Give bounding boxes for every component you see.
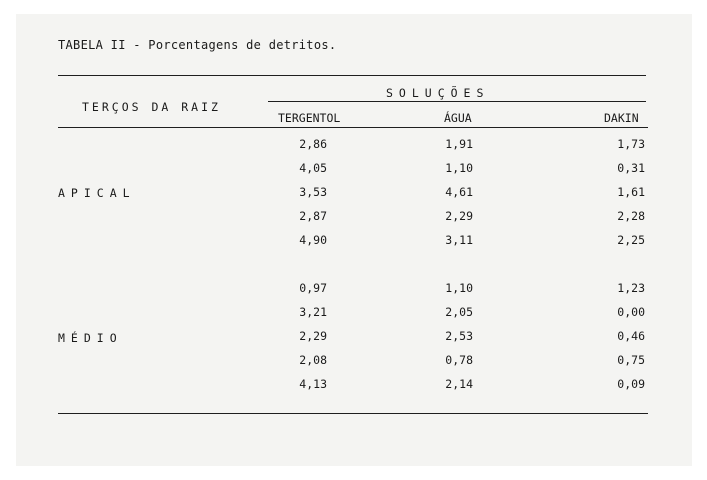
cell: 0,78	[445, 353, 473, 367]
cell: 1,91	[445, 137, 473, 151]
cell: 0,09	[617, 377, 645, 391]
group-label-medio: MÉDIO	[58, 331, 123, 345]
column-header-agua: ÁGUA	[444, 111, 472, 125]
cell: 0,00	[617, 305, 645, 319]
column-header-dakin: DAKIN	[604, 111, 639, 125]
cell: 3,53	[299, 185, 327, 199]
group-rule	[268, 101, 646, 102]
cell: 1,23	[617, 281, 645, 295]
cell: 0,46	[617, 329, 645, 343]
cell: 2,86	[299, 137, 327, 151]
cell: 2,87	[299, 209, 327, 223]
cell: 4,05	[299, 161, 327, 175]
cell: 1,10	[445, 281, 473, 295]
cell: 2,53	[445, 329, 473, 343]
header-rule	[58, 127, 648, 128]
cell: 2,14	[445, 377, 473, 391]
cell: 1,61	[617, 185, 645, 199]
cell: 4,13	[299, 377, 327, 391]
cell: 2,05	[445, 305, 473, 319]
group-label-apical: APICAL	[58, 186, 136, 200]
cell: 2,08	[299, 353, 327, 367]
cell: 4,90	[299, 233, 327, 247]
cell: 3,11	[445, 233, 473, 247]
table-caption: TABELA II - Porcentagens de detritos.	[58, 38, 337, 52]
cell: 2,29	[299, 329, 327, 343]
cell: 0,97	[299, 281, 327, 295]
group-header: SOLUÇÕES	[386, 86, 490, 100]
row-header: TERÇOS DA RAIZ	[82, 100, 221, 114]
cell: 2,28	[617, 209, 645, 223]
cell: 1,10	[445, 161, 473, 175]
bottom-rule	[58, 413, 648, 414]
cell: 2,29	[445, 209, 473, 223]
column-header-tergentol: TERGENTOL	[278, 111, 341, 125]
cell: 0,75	[617, 353, 645, 367]
cell: 2,25	[617, 233, 645, 247]
cell: 3,21	[299, 305, 327, 319]
cell: 0,31	[617, 161, 645, 175]
top-rule	[58, 75, 646, 76]
cell: 1,73	[617, 137, 645, 151]
cell: 4,61	[445, 185, 473, 199]
